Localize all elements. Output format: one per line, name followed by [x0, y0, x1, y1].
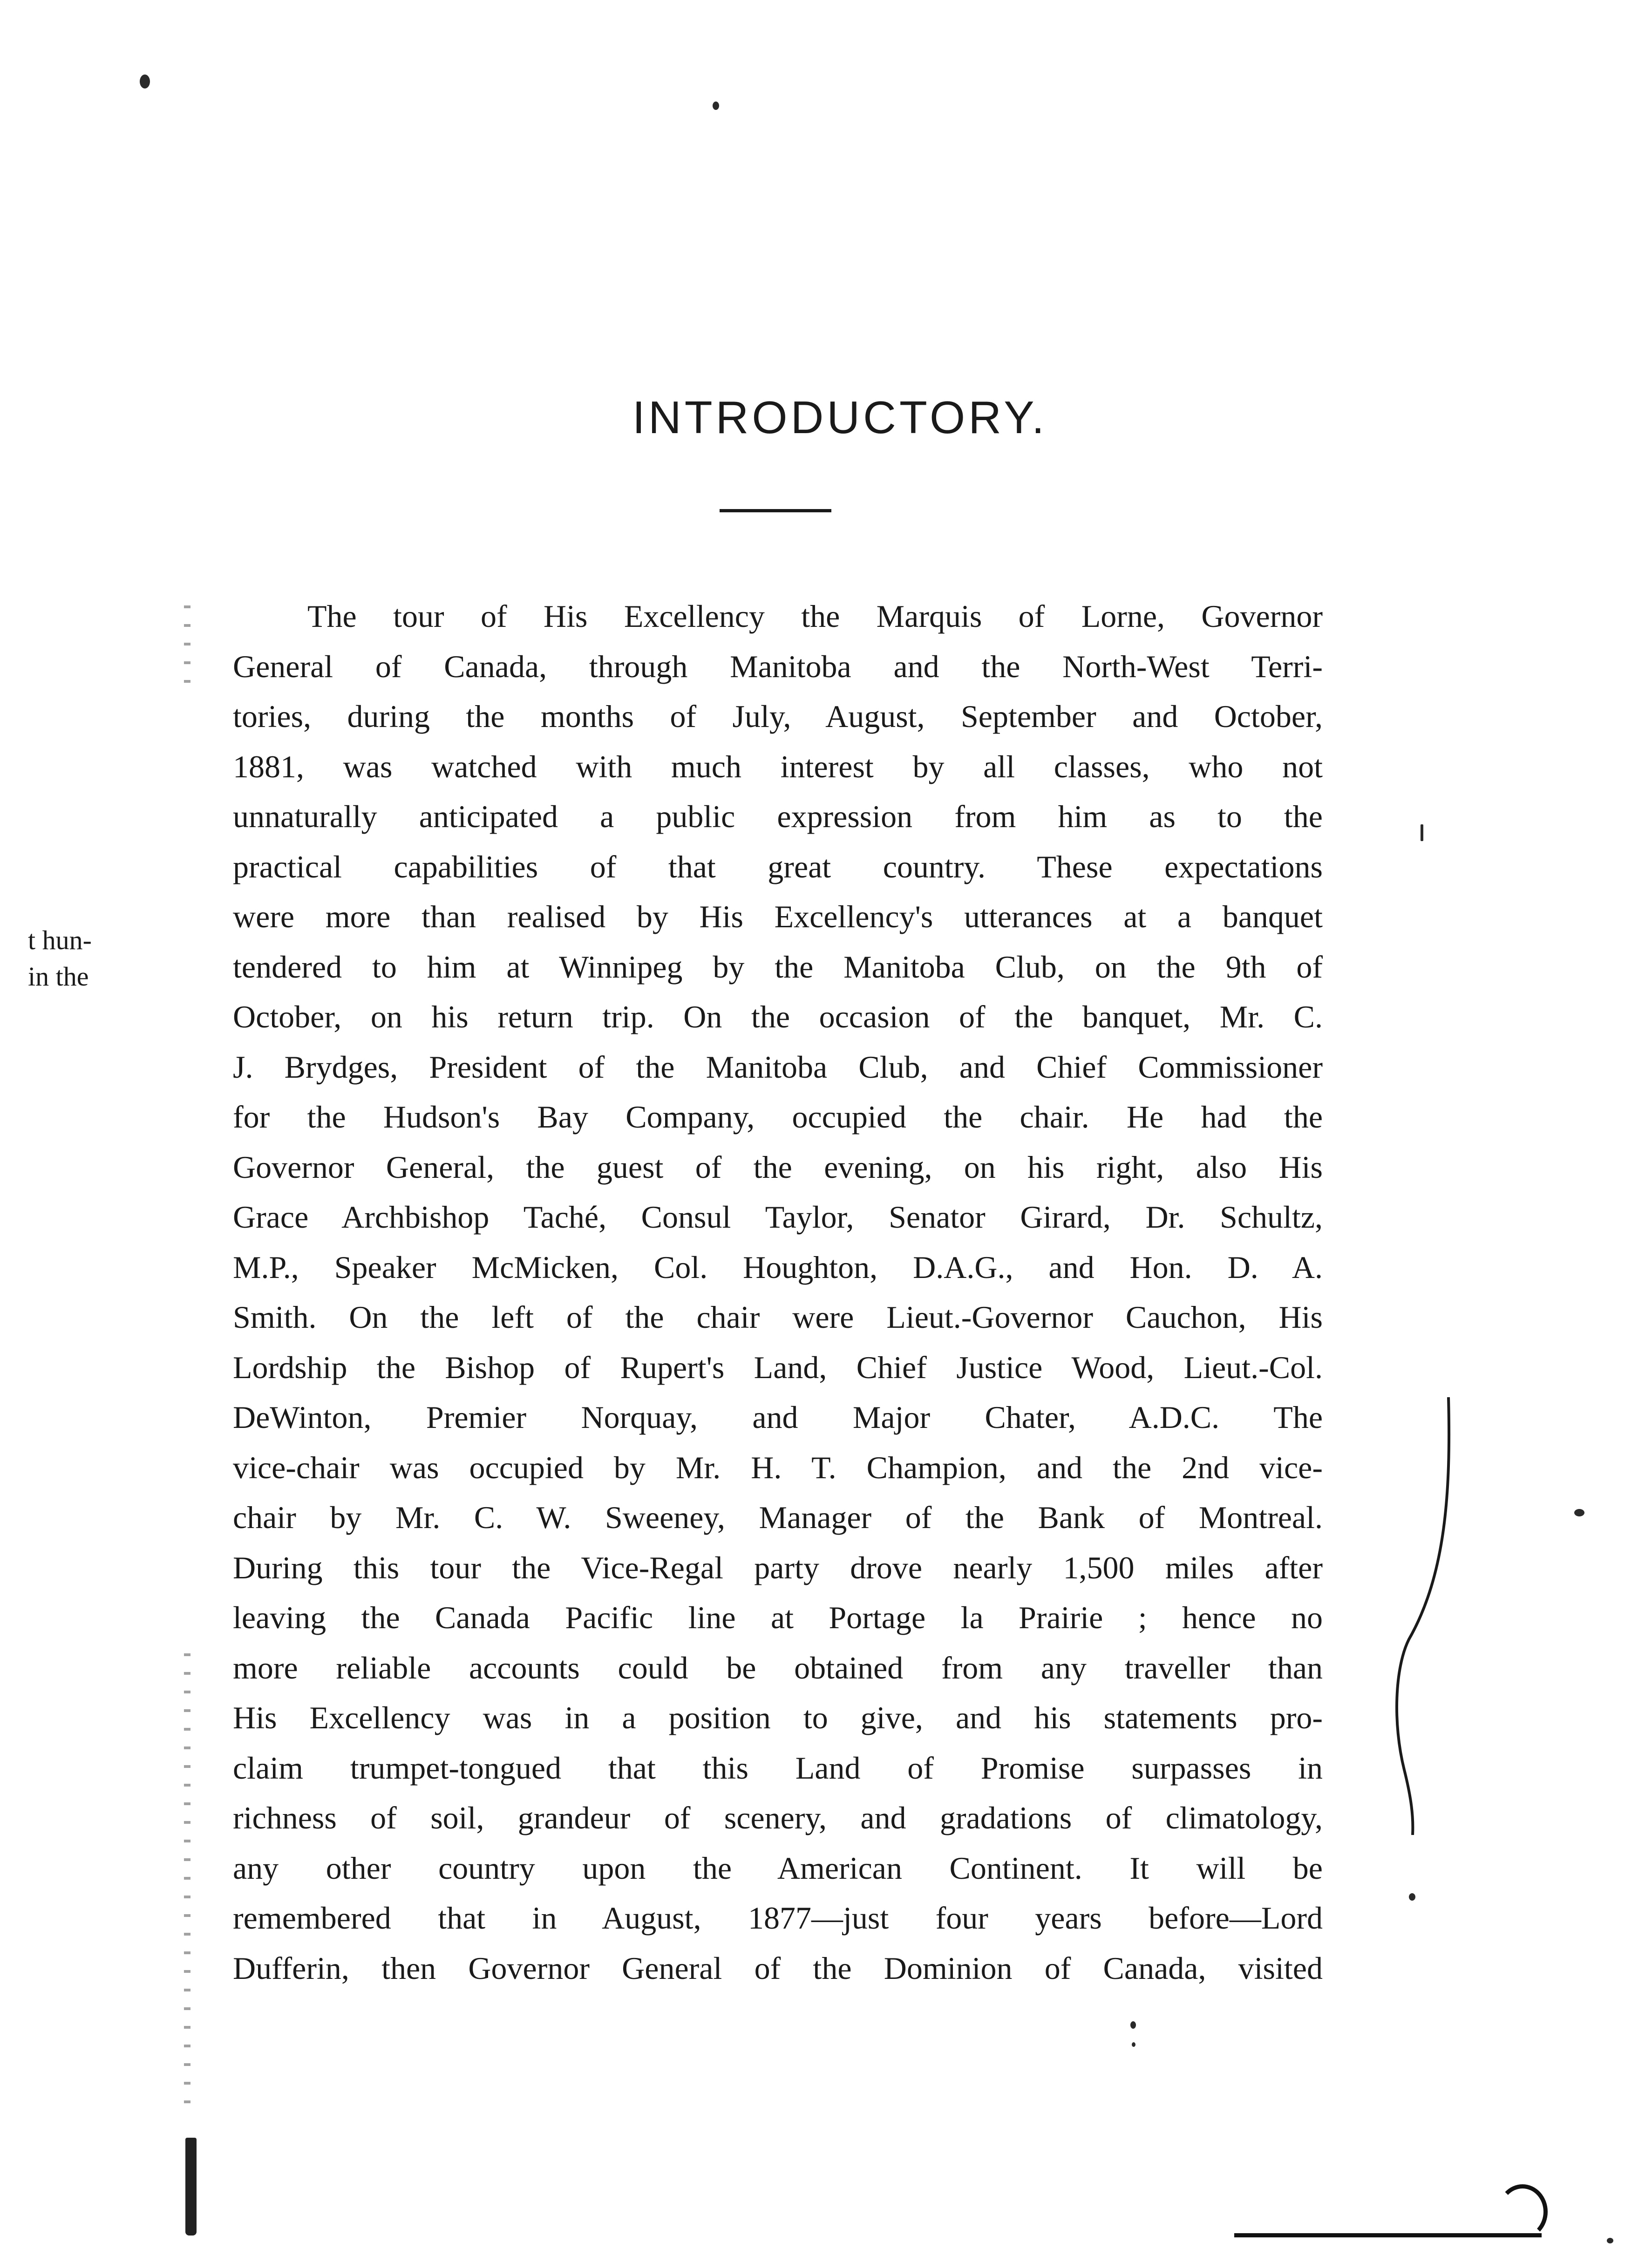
text-line: J. Brydges, President of the Manitoba Club, and Chief Commissioner [233, 1049, 1323, 1085]
bottom-hook-mark [1497, 2184, 1548, 2239]
text-line: any other country upon the American Continent. It will be [233, 1850, 1323, 1886]
scan-speck [140, 75, 150, 88]
text-line: unnaturally anticipated a public expression from him as to the [233, 799, 1323, 834]
text-line: DeWinton, Premier Norquay, and Major Chater, A.D.C. The [233, 1400, 1323, 1435]
binding-mark [185, 2138, 197, 2236]
scan-speck [1132, 2042, 1135, 2047]
text-line: tendered to him at Winnipeg by the Manitoba Club, on the 9th of [233, 949, 1323, 985]
text-line: tories, during the months of July, August, September and October, [233, 699, 1323, 734]
text-line: Dufferin, then Governor General of the Dominion of Canada, visited [233, 1950, 1323, 1986]
text-line: chair by Mr. C. W. Sweeney, Manager of the Bank of Montreal. [233, 1500, 1323, 1535]
scan-speck [1409, 1893, 1415, 1901]
text-line: Smith. On the left of the chair were Lieut.-Governor Cauchon, His [233, 1299, 1323, 1335]
text-line: richness of soil, grandeur of scenery, and gradations of climatology, [233, 1800, 1323, 1835]
text-line: Grace Archbishop Taché, Consul Taylor, Senator Girard, Dr. Schultz, [233, 1199, 1323, 1235]
text-line: Governor General, the guest of the evening, on his right, also His [233, 1149, 1323, 1185]
text-line: more reliable accounts could be obtained from any traveller than [233, 1650, 1323, 1685]
text-line: Lordship the Bishop of Rupert's Land, Chief Justice Wood, Lieut.-Col. [233, 1349, 1323, 1385]
text-line: General of Canada, through Manitoba and the North-West Terri- [233, 648, 1323, 684]
heading-rule [720, 509, 831, 512]
text-line: for the Hudson's Bay Company, occupied the chair. He had the [233, 1099, 1323, 1135]
scan-speck [1130, 2021, 1136, 2029]
bottom-rule [1234, 2233, 1542, 2237]
margin-note-line: in the [28, 961, 89, 992]
scan-speck [1574, 1509, 1584, 1516]
margin-note-line: t hun- [28, 925, 92, 955]
scan-speck [1607, 2238, 1613, 2243]
text-line: claim trumpet-tongued that this Land of Promise surpasses in [233, 1750, 1323, 1786]
text-line: The tour of His Excellency the Marquis of Lorne, Governor [307, 598, 1323, 634]
page-edge-marks [184, 1653, 190, 2119]
text-line: M.P., Speaker McMicken, Col. Houghton, D.A.G., and Hon. D. A. [233, 1249, 1323, 1285]
body-paragraph [233, 591, 1323, 1993]
text-line: His Excellency was in a position to give, and his statements pro- [233, 1700, 1323, 1735]
scan-speck [713, 102, 719, 110]
text-line: leaving the Canada Pacific line at Portage la Prairie ; hence no [233, 1600, 1323, 1635]
text-line: 1881, was watched with much interest by all classes, who not [233, 748, 1323, 784]
margin-note [28, 922, 92, 995]
text-line: October, on his return trip. On the occasion of the banquet, Mr. C. [233, 999, 1323, 1034]
text-line: remembered that in August, 1877—just four years before—Lord [233, 1900, 1323, 1936]
text-line: During this tour the Vice-Regal party drove nearly 1,500 miles after [233, 1549, 1323, 1585]
text-line: were more than realised by His Excellency's utterances at a banquet [233, 899, 1323, 934]
margin-bracket-mark [1390, 1397, 1460, 1835]
scan-speck [1421, 824, 1423, 841]
page-heading: INTRODUCTORY. [632, 392, 1048, 443]
text-line: practical capabilities of that great country. These expectations [233, 849, 1323, 884]
page-edge-marks [184, 605, 190, 689]
text-line: vice-chair was occupied by Mr. H. T. Champion, and the 2nd vice- [233, 1449, 1323, 1485]
